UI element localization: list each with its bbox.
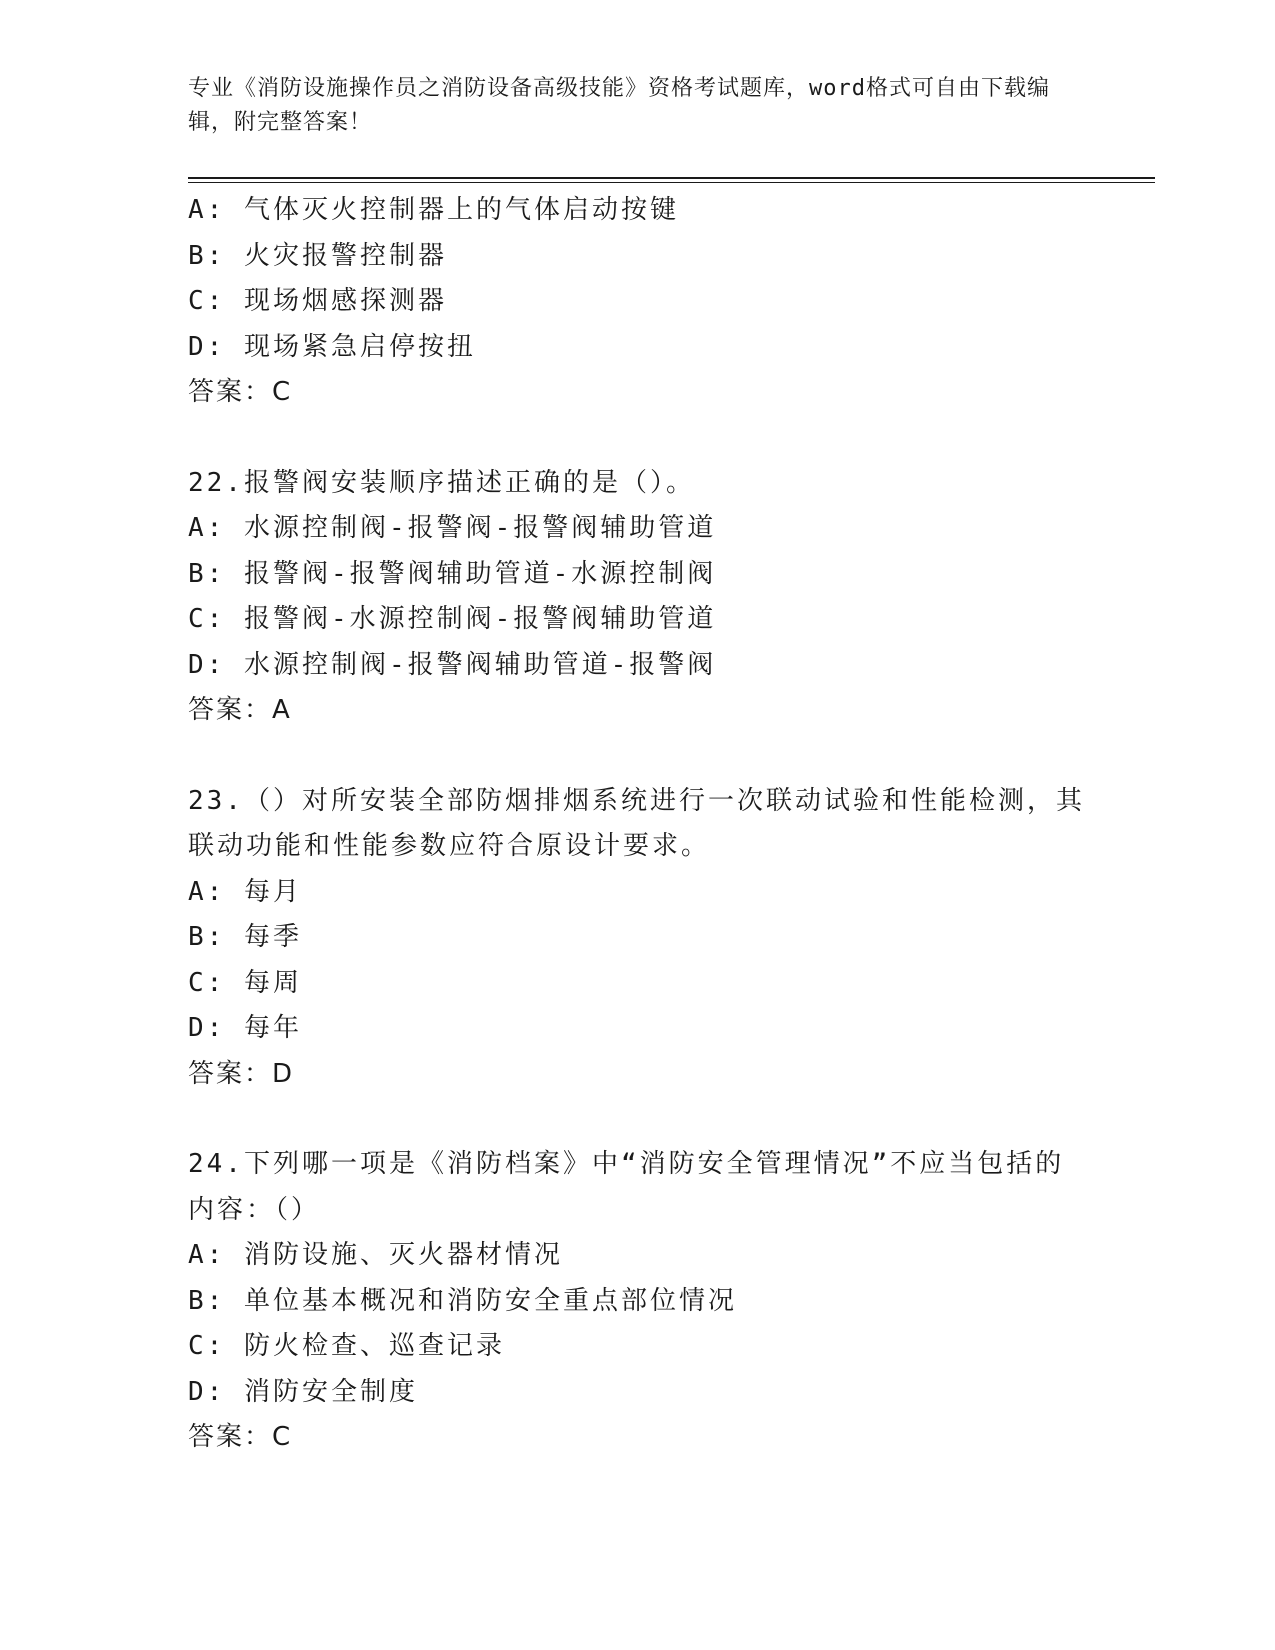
option-d: D: 消防安全制度 xyxy=(188,1376,418,1407)
option-b: B: 火灾报警控制器 xyxy=(188,240,447,271)
option-d: D: 水源控制阀-报警阀辅助管道-报警阀 xyxy=(188,649,717,680)
option-c: C: 报警阀-水源控制阀-报警阀辅助管道 xyxy=(188,604,717,634)
question-stem: 23.（）对所安装全部防烟排烟系统进行一次联动试验和性能检测，其联动功能和性能参数应符合原设计要求。 xyxy=(188,785,1085,861)
option-c: C: 现场烟感探测器 xyxy=(188,286,447,316)
option-d: D: 现场紧急启停按扭 xyxy=(188,331,476,362)
answer: 答案：A xyxy=(188,695,292,725)
option-b: B: 每季 xyxy=(188,922,302,952)
spacer xyxy=(188,1097,1088,1142)
option-c: C: 每周 xyxy=(188,967,302,998)
header-divider-thick xyxy=(188,177,1155,179)
question-22 xyxy=(188,461,1088,734)
question-21-partial xyxy=(188,188,1088,416)
option-a: A: 消防设施、灭火器材情况 xyxy=(188,1240,563,1270)
answer: 答案：D xyxy=(188,1058,295,1089)
option-a: A: 水源控制阀-报警阀-报警阀辅助管道 xyxy=(188,513,717,543)
question-stem: 24.下列哪一项是《消防档案》中“消防安全管理情况”不应当包括的内容：（） xyxy=(188,1149,1065,1225)
question-23 xyxy=(188,779,1088,1098)
option-c: C: 防火检查、巡查记录 xyxy=(188,1331,505,1361)
header-divider-thin xyxy=(188,182,1155,183)
option-a: A: 气体灭火控制器上的气体启动按键 xyxy=(188,195,679,225)
question-list xyxy=(188,188,1088,1461)
question-stem: 22.报警阀安装顺序描述正确的是（）。 xyxy=(188,467,695,498)
spacer xyxy=(188,734,1088,779)
answer: 答案：C xyxy=(188,1422,293,1452)
option-d: D: 每年 xyxy=(188,1013,302,1043)
document-header: 专业《消防设施操作员之消防设备高级技能》资格考试题库，word格式可自由下载编辑，附完整答案！ xyxy=(188,76,1050,135)
spacer xyxy=(188,416,1088,461)
answer: 答案：C xyxy=(188,377,293,407)
question-24 xyxy=(188,1142,1088,1461)
option-a: A: 每月 xyxy=(188,876,302,907)
option-b: B: 报警阀-报警阀辅助管道-水源控制阀 xyxy=(188,558,717,589)
option-b: B: 单位基本概况和消防安全重点部位情况 xyxy=(188,1285,737,1316)
